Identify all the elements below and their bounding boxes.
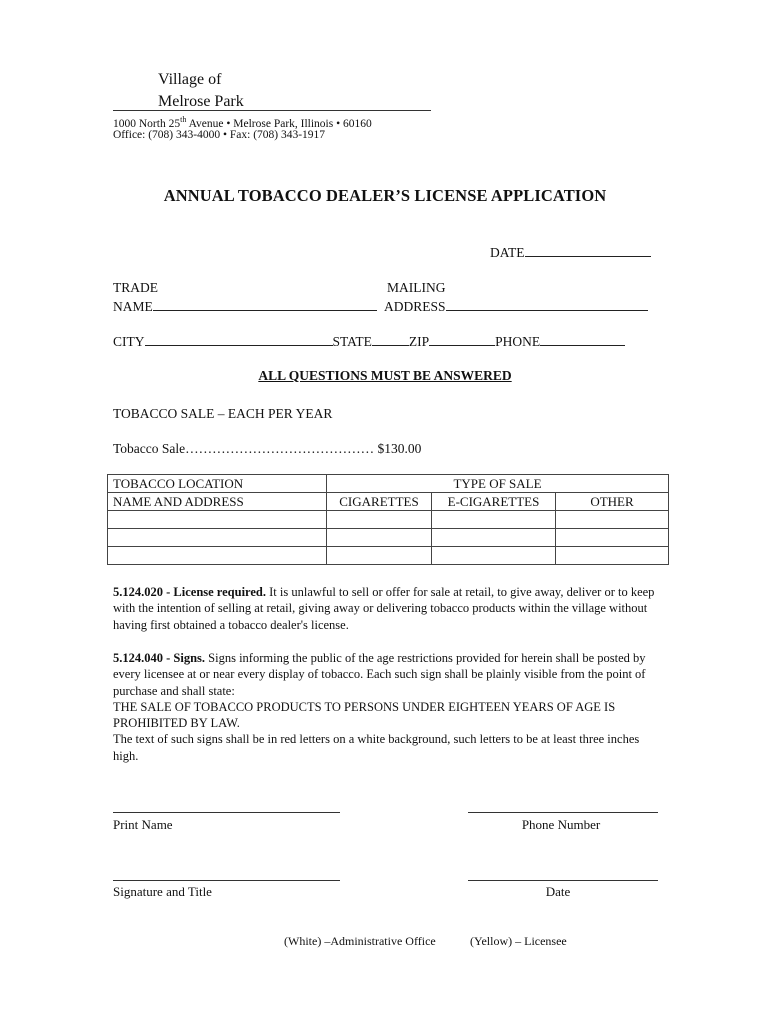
signs-statement: THE SALE OF TOBACCO PRODUCTS TO PERSONS UNDER EIGHTEEN YEARS OF AGE IS PROHIBITED BY LAW.: [113, 699, 616, 731]
signs-section-code: 5.124.040 - Signs.: [113, 651, 206, 665]
state-blank[interactable]: [372, 333, 409, 346]
mailing-address-label: ADDRESS: [384, 299, 446, 314]
signature-line[interactable]: [113, 880, 340, 881]
type-of-sale-header: TYPE OF SALE: [327, 475, 669, 493]
city-state-zip-phone-row: [113, 333, 625, 350]
cigarettes-cell[interactable]: [327, 529, 432, 547]
e-cigarettes-cell[interactable]: [432, 529, 556, 547]
e-cigarettes-cell[interactable]: [432, 547, 556, 565]
fee-line: [113, 440, 421, 457]
mailing-label-line1: MAILING: [387, 280, 446, 295]
city-label: CITY: [113, 334, 145, 349]
page-title: ANNUAL TOBACCO DEALER’S LICENSE APPLICATION: [163, 186, 607, 205]
date-blank[interactable]: [525, 244, 651, 257]
phone-number-label: Phone Number: [521, 817, 601, 832]
trade-name-blank[interactable]: [153, 298, 377, 311]
cigarettes-cell[interactable]: [327, 547, 432, 565]
village-address: 1000 North 25th Avenue • Melrose Park, Illinois • 60160: [113, 115, 372, 130]
signs-section-text2: The text of such signs shall be in red letters on a white background, such letters to be at least three inches high.: [113, 732, 640, 763]
mailing-address-blank[interactable]: [446, 298, 648, 311]
print-name-label: Print Name: [113, 817, 173, 832]
table-row: [108, 529, 669, 547]
footer-yellow-copy: (Yellow) – Licensee: [470, 934, 567, 948]
other-cell[interactable]: [556, 511, 669, 529]
license-section-text: It is unlawful to sell or offer for sale at retail, to give away, deliver or to keep with the intention of selling at retail, giving away or delivering tobacco products within the village without having first obtained a tobacco dealer's license.: [113, 585, 655, 632]
zip-blank[interactable]: [429, 333, 495, 346]
village-contact: Office: (708) 343-4000 • Fax: (708) 343-1917: [113, 129, 326, 141]
table-row: [108, 511, 669, 529]
date-sign-label: Date: [545, 884, 571, 899]
signature-title-label: Signature and Title: [113, 884, 212, 899]
fee-heading: TOBACCO SALE – EACH PER YEAR: [113, 406, 333, 421]
all-questions-notice: ALL QUESTIONS MUST BE ANSWERED: [258, 368, 512, 383]
village-name-line2: Melrose Park: [158, 93, 244, 110]
location-table: [107, 474, 669, 565]
date-sign-line[interactable]: [468, 880, 658, 881]
header-rule: [113, 110, 431, 111]
phone-number-line[interactable]: [468, 812, 658, 813]
state-label: STATE: [332, 334, 372, 349]
other-cell[interactable]: [556, 547, 669, 565]
cigarettes-cell[interactable]: [327, 511, 432, 529]
date-field[interactable]: [490, 244, 651, 261]
table-row: [108, 547, 669, 565]
footer-white-copy: (White) –Administrative Office: [284, 934, 436, 948]
print-name-line[interactable]: [113, 812, 340, 813]
date-label: DATE: [490, 245, 525, 260]
license-required-section: [113, 584, 661, 633]
other-cell[interactable]: [556, 529, 669, 547]
e-cigarettes-cell[interactable]: [432, 511, 556, 529]
mailing-address-field[interactable]: [384, 298, 648, 315]
trade-name-label: NAME: [113, 299, 153, 314]
trade-name-field[interactable]: [113, 298, 377, 315]
table-subheader-row: [108, 493, 669, 511]
location-header-line1: TOBACCO LOCATION: [108, 475, 327, 493]
city-blank[interactable]: [145, 333, 333, 346]
fee-label: Tobacco Sale……………………………………: [113, 441, 375, 456]
zip-label: ZIP: [408, 334, 430, 349]
table-header-row: [108, 475, 669, 493]
other-header: OTHER: [556, 493, 669, 511]
phone-blank[interactable]: [540, 333, 625, 346]
location-header-line2: NAME AND ADDRESS: [108, 493, 327, 511]
location-cell[interactable]: [108, 529, 327, 547]
license-section-code: 5.124.020 - License required.: [113, 585, 267, 599]
phone-label: PHONE: [495, 334, 541, 349]
e-cigarettes-header: E-CIGARETTES: [432, 493, 556, 511]
fee-amount: $130.00: [377, 441, 422, 456]
signs-section-text: Signs informing the public of the age restrictions provided for herein shall be posted by every licensee at or near every display of tobacco. Each such sign shall be plainly visible from the point of purchase and shall state:: [113, 651, 646, 698]
trade-label-line1: TRADE: [113, 280, 158, 295]
cigarettes-header: CIGARETTES: [327, 493, 432, 511]
signs-section: [113, 650, 661, 764]
location-cell[interactable]: [108, 511, 327, 529]
location-cell[interactable]: [108, 547, 327, 565]
village-name-line1: Village of: [158, 71, 222, 88]
